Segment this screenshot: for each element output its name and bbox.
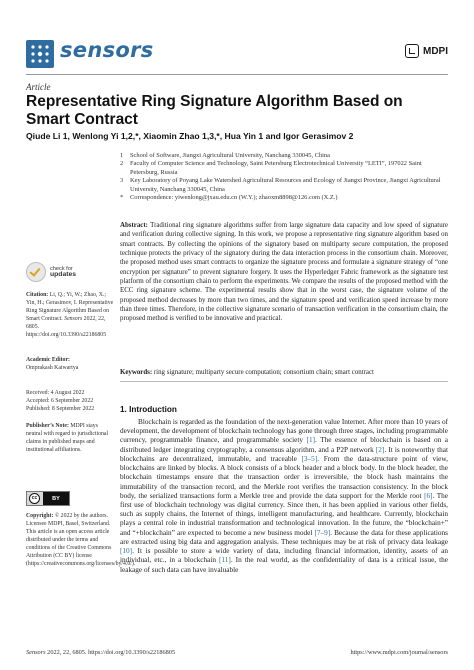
affiliation-item: 2 Faculty of Computer Science and Technology, Saint Petersburg Electrotechnical University “LETI”, 197022 Saint Petersburg, Russia — [120, 160, 422, 176]
publisher-logo[interactable] — [405, 44, 448, 58]
affiliation-item: 1 School of Software, Jiangxi Agricultural University, Nanchang 330045, China — [120, 152, 330, 159]
check-for-updates-button[interactable]: check for updates — [26, 262, 76, 282]
publisher-note: Publisher’s Note: MDPI stays neutral with regard to jurisdictional claims in published maps and institutional affiliations. — [26, 423, 109, 454]
article-type: Article — [26, 82, 51, 92]
citation-link[interactable]: [11] — [219, 556, 231, 565]
introduction-paragraph: Blockchain is regarded as the foundation of the next-generation value Internet. After more than 10 years of development, the development of blockchain technology has gone through three stages, including programmable currency, programmable finance, and programmable society [1]. The essence of blockchain is based on a distributed ledger integrating cryptography, a consensus algorithm, and a P2P network [2]. It is noteworthy that blockchains are decentralized, immutable, and traceable [3–5]. From the data-structure point of view, blockchains are linked by blocks. A block consists of a block header and a block body. In the block header, the blockchain timestamps ensure that the transaction order is irreversible, the block hash maintains the immutability of the transaction record, and the Merkle root verifies the transaction consistency. In the block body, the serialized transactions form a Merkle tree and provide the data support for the Merkle root [6]. The first use of blockchain technology was digital currency. Since then, it has been applied in various other fields, such as supply chains, the Internet of things, intelligent manufacturing, and healthcare. Currently, blockchain plays a central role in industrial transformation and technological innovation. In the future, the “blockchain+” and “+blockchain” are expected to become a new business model [7–9]. Because the data for these applications are extracted using big data and aggregation analysis. These techniques may be at risk of privacy data leakage [10]. It is possible to store a wide variety of data, including financial information, identity, assets of an individual, etc., in a blockchain [11]. In the real world, as the confidentiality of data is a critical issue, the leakage of such data can have invaluable — [120, 418, 449, 574]
publisher-name: MDPI — [423, 45, 448, 57]
correspondence[interactable]: * Correspondence: yiwenlong@jxau.edu.cn (W.Y.); zhaoxm8898@126.com (X.Z.) — [120, 194, 338, 202]
affiliation-item: 3 Key Laboratory of Poyang Lake Watershed Agricultural Resources and Ecology of Jiangxi Province, Jiangxi Agricultural University, Nanchang 330045, China — [120, 177, 441, 193]
abstract — [120, 221, 448, 324]
abstract-label: Abstract: — [120, 222, 148, 229]
author-list: Qiude Li 1, Wenlong Yi 1,2,*, Xiaomin Zhao 1,3,*, Hua Yin 1 and Igor Gerasimov 2 — [26, 131, 354, 141]
page-footer — [26, 649, 448, 656]
citation-link[interactable]: [1] — [306, 436, 316, 445]
keywords — [120, 368, 448, 377]
check-updates-icon — [26, 262, 46, 282]
mdpi-logo-icon — [405, 44, 419, 58]
keywords-divider — [120, 381, 448, 382]
by-icon: BY — [43, 492, 69, 505]
citation: Citation: Li, Q.; Yi, W.; Zhao, X.; Yin, H.; Gerasimov, I. Representative Ring Signature Algorithm Based on Smart Contract. Sensors 2022, 22, 6805. https://doi.org/10.3390/s22186805 — [26, 292, 114, 339]
article-title: Representative Ring Signature Algorithm Based on Smart Contract — [26, 93, 403, 128]
citation-link[interactable]: [6] — [424, 491, 433, 500]
copyright: Copyright: © 2022 by the authors. Licensee MDPI, Basel, Switzerland. This article is an open access article distributed under the terms and conditions of the Creative Commons Attribution (CC BY) license (https://creativecommons.org/licenses/by/4.0/). — [26, 513, 136, 568]
affiliations — [120, 152, 450, 202]
header-divider — [26, 74, 448, 75]
journal-name[interactable]: sensors — [60, 38, 154, 62]
cc-icon: cc — [29, 493, 40, 504]
footer-citation: Sensors 2022, 22, 6805. https://doi.org/10.3390/s22186805 — [26, 649, 176, 656]
abstract-text: Traditional ring signature algorithms suffer from large signature data capacity and low speed of signature and verification during collective signing. In this work, we propose a representative ring signature algorithm based on smart contracts. By collecting the opinions of the signatory based on multiparty secure computation, the proposed technique protects the privacy of the signatory during the data interaction process in the consortium chain. Moreover, the proposed method uses smart contracts to organize the signature process and formulate a signature strategy of “one encryption per signature” to prevent signature forgery. It uses the Hyperledger Fabric framework as the signature test platform of the consortium chain to perform the experiments. We compare the results of the proposed method with the ECC ring signature scheme. The experimental results show that in the worst case, the signature volume of the proposed method decreases by more than two times, and the signature speed and verification speed increase by more than three times. Therefore, in the collective signature scenario of transaction verification in the consortium chain, the proposed method is verified to be innovative and practical. — [120, 222, 448, 323]
date-published: Published: 8 September 2022 — [26, 406, 95, 413]
date-received: Received: 4 August 2022 — [26, 390, 85, 396]
citation-link[interactable]: [7–9] — [314, 528, 331, 537]
academic-editor: Academic Editor: Omprakash Kaiwartya — [26, 357, 79, 372]
citation-doi-link[interactable]: 2022, 22, 6805. https://doi.org/10.3390/s22186805 — [26, 316, 107, 339]
cc-by-license-badge[interactable] — [26, 491, 70, 506]
citation-link[interactable]: [3–5] — [301, 454, 318, 463]
date-accepted: Accepted: 6 September 2022 — [26, 398, 94, 405]
citation-link[interactable]: [2] — [375, 445, 385, 454]
journal-logo-icon — [26, 40, 54, 68]
citation-link[interactable]: [10] — [120, 547, 133, 556]
dates — [26, 389, 114, 413]
journal-url-link[interactable]: https://www.mdpi.com/journal/sensors — [350, 649, 448, 656]
keywords-text: ring signature; multiparty secure computation; consortium chain; smart contract — [153, 369, 374, 376]
keywords-label: Keywords: — [120, 369, 153, 376]
section-heading: 1. Introduction — [120, 405, 177, 414]
